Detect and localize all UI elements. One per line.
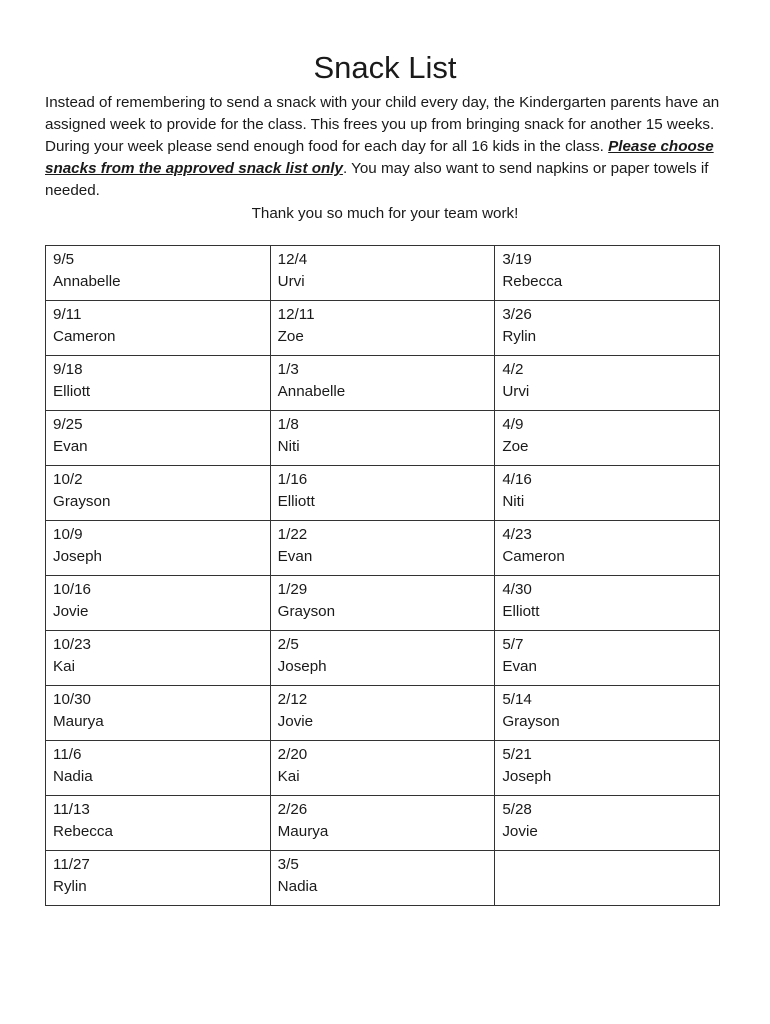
week-date: 1/29 <box>277 581 308 598</box>
child-name: Evan <box>53 438 88 455</box>
child-name: Jovie <box>53 603 89 620</box>
schedule-cell <box>270 741 495 796</box>
week-date: 9/5 <box>53 251 75 268</box>
schedule-cell <box>495 686 720 741</box>
week-date: 5/21 <box>502 746 532 763</box>
schedule-cell <box>270 851 495 906</box>
week-date: 10/23 <box>53 636 92 653</box>
child-name: Rylin <box>502 328 537 345</box>
table-row <box>46 576 720 631</box>
schedule-cell <box>495 411 720 466</box>
child-name: Elliott <box>502 603 540 620</box>
week-date: 2/5 <box>277 636 299 653</box>
week-date: 2/26 <box>277 801 308 818</box>
child-name: Rebecca <box>502 273 563 290</box>
schedule-cell <box>495 796 720 851</box>
schedule-cell <box>495 576 720 631</box>
week-date: 1/3 <box>277 361 299 378</box>
table-row <box>46 796 720 851</box>
week-date: 3/19 <box>502 251 532 268</box>
schedule-cell <box>46 686 271 741</box>
week-date: 5/7 <box>502 636 524 653</box>
schedule-cell <box>46 576 271 631</box>
schedule-cell <box>270 796 495 851</box>
child-name: Nadia <box>277 878 318 895</box>
table-row <box>46 411 720 466</box>
child-name: Cameron <box>502 548 565 565</box>
table-row <box>46 466 720 521</box>
child-name: Annabelle <box>277 383 346 400</box>
child-name: Annabelle <box>53 273 121 290</box>
schedule-cell <box>495 631 720 686</box>
schedule-cell <box>495 466 720 521</box>
child-name: Jovie <box>502 823 538 840</box>
child-name: Nadia <box>53 768 93 785</box>
week-date: 4/16 <box>502 471 532 488</box>
child-name: Rebecca <box>53 823 113 840</box>
page-title: Snack List <box>313 50 457 85</box>
week-date: 4/9 <box>502 416 524 433</box>
schedule-cell <box>495 521 720 576</box>
week-date: 10/9 <box>53 526 83 543</box>
week-date: 10/30 <box>53 691 92 708</box>
schedule-cell <box>495 301 720 356</box>
schedule-body <box>46 246 720 906</box>
child-name: Kai <box>53 658 75 675</box>
intro-emphasis: Please choose snacks from the approved snack list only <box>45 138 714 177</box>
schedule-cell <box>46 796 271 851</box>
week-date: 4/30 <box>502 581 532 598</box>
schedule-cell <box>46 521 271 576</box>
schedule-cell <box>46 356 271 411</box>
schedule-cell <box>270 301 495 356</box>
schedule-cell <box>46 246 271 301</box>
week-date: 3/26 <box>502 306 532 323</box>
schedule-cell <box>270 686 495 741</box>
child-name: Evan <box>502 658 537 675</box>
week-date: 1/22 <box>277 526 308 543</box>
table-row <box>46 686 720 741</box>
intro-paragraph <box>45 92 730 202</box>
child-name: Maurya <box>277 823 329 840</box>
week-date: 9/18 <box>53 361 83 378</box>
intro-text-after: . You may also want to send napkins or paper towels if needed. <box>45 160 709 199</box>
week-date: 5/28 <box>502 801 532 818</box>
child-name: Elliott <box>53 383 91 400</box>
child-name: Urvi <box>502 383 530 400</box>
child-name: Joseph <box>53 548 102 565</box>
child-name: Niti <box>277 438 300 455</box>
child-name: Grayson <box>277 603 336 620</box>
table-row <box>46 631 720 686</box>
child-name: Elliott <box>277 493 315 510</box>
week-date: 9/11 <box>53 306 82 323</box>
child-name: Grayson <box>53 493 111 510</box>
week-date: 1/16 <box>277 471 308 488</box>
week-date: 11/6 <box>53 746 82 763</box>
schedule-cell <box>270 411 495 466</box>
child-name: Zoe <box>277 328 304 345</box>
week-date: 3/5 <box>277 856 299 873</box>
child-name: Joseph <box>502 768 552 785</box>
schedule-cell <box>270 631 495 686</box>
child-name: Grayson <box>502 713 560 730</box>
snack-schedule-table <box>45 245 720 906</box>
table-row <box>46 301 720 356</box>
child-name: Cameron <box>53 328 116 345</box>
schedule-cell <box>46 411 271 466</box>
table-row <box>46 741 720 796</box>
intro-text: Instead of remembering to send a snack with your child every day, the Kindergarten parents have an assigned week to provide for the class. This frees you up from bringing snack for another 15 weeks. During your week please send enough food for each day for all 16 kids in the class. <box>45 94 720 155</box>
week-date: 5/14 <box>502 691 532 708</box>
child-name: Maurya <box>53 713 104 730</box>
week-date: 10/16 <box>53 581 92 598</box>
schedule-cell <box>46 631 271 686</box>
schedule-cell <box>495 741 720 796</box>
schedule-cell <box>495 246 720 301</box>
child-name: Niti <box>502 493 525 510</box>
schedule-cell <box>495 356 720 411</box>
week-date: 1/8 <box>277 416 299 433</box>
schedule-cell <box>270 521 495 576</box>
week-date: 11/27 <box>53 856 90 873</box>
table-row <box>46 356 720 411</box>
schedule-cell <box>270 576 495 631</box>
child-name: Joseph <box>277 658 327 675</box>
schedule-cell <box>270 246 495 301</box>
child-name: Jovie <box>277 713 314 730</box>
week-date: 12/4 <box>277 251 308 268</box>
week-date: 9/25 <box>53 416 83 433</box>
week-date: 2/20 <box>277 746 308 763</box>
schedule-cell <box>270 466 495 521</box>
child-name: Rylin <box>53 878 87 895</box>
table-row <box>46 851 720 906</box>
child-name: Evan <box>277 548 313 565</box>
schedule-cell <box>46 741 271 796</box>
schedule-cell <box>46 301 271 356</box>
week-date: 11/13 <box>53 801 90 818</box>
week-date: 10/2 <box>53 471 83 488</box>
table-row <box>46 521 720 576</box>
table-row <box>46 246 720 301</box>
child-name: Zoe <box>502 438 529 455</box>
week-date: 12/11 <box>277 306 315 323</box>
week-date: 2/12 <box>277 691 308 708</box>
schedule-cell <box>270 356 495 411</box>
week-date: 4/23 <box>502 526 532 543</box>
schedule-cell <box>46 466 271 521</box>
schedule-cell <box>46 851 271 906</box>
schedule-cell <box>495 851 720 906</box>
child-name: Urvi <box>277 273 305 290</box>
thanks-line: Thank you so much for your team work! <box>251 205 519 222</box>
week-date: 4/2 <box>502 361 524 378</box>
child-name: Kai <box>277 768 300 785</box>
